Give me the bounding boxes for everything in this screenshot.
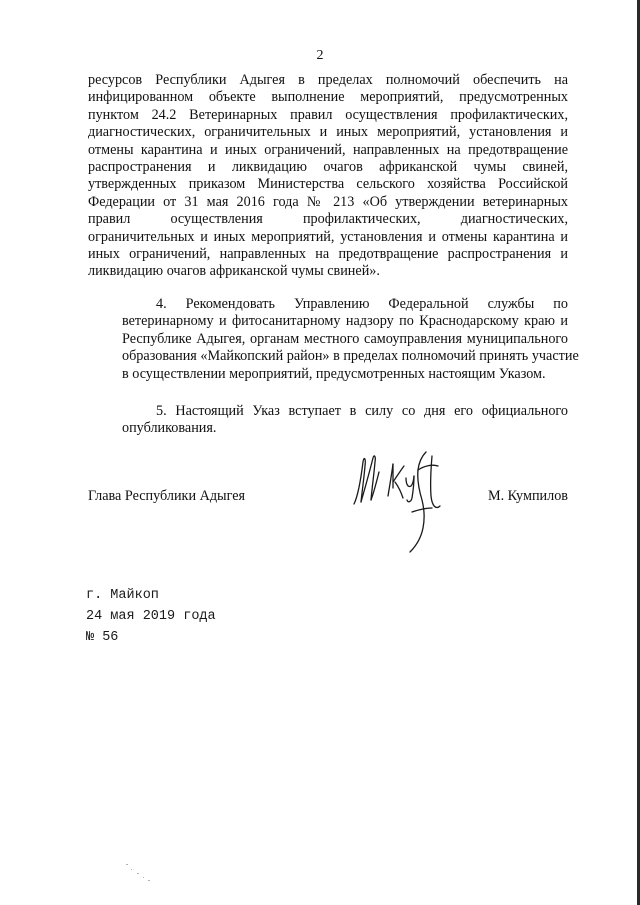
paragraph-line: ветеринарному и фитосанитарному надзору по Краснодарскому краю и (122, 313, 568, 330)
paragraph-line: 4. Рекомендовать Управлению Федеральной службы по (156, 296, 568, 312)
paragraph-line: ресурсов Республики Адыгея в пределах полномочий обеспечить на (88, 72, 568, 88)
scan-speck (148, 880, 150, 881)
document-number: № 56 (86, 630, 119, 645)
paragraph-line: инфицированном объекте выполнение мероприятий, предусмотренных (88, 89, 568, 106)
paragraph-line: Федерации от 31 мая 2016 года № 213 «Об утверждении ветеринарных (88, 193, 568, 210)
paragraph-5 (88, 403, 568, 438)
paragraph-line: распространения и ликвидацию очагов африканской чумы свиней, (88, 159, 568, 176)
paragraph-line: 5. Настоящий Указ вступает в силу со дня его официального (156, 403, 568, 419)
paragraph-continuation (88, 72, 568, 281)
signature-block (88, 488, 568, 508)
signatory-name: М. Кумпилов (487, 488, 568, 504)
issue-place: г. Майкоп (86, 588, 159, 603)
issue-details (86, 585, 216, 648)
paragraph-line: пунктом 24.2 Ветеринарных правил осуществления профилактических, (88, 106, 568, 123)
paragraph-line: правил осуществления профилактических, диагностических, (88, 211, 568, 228)
paragraph-line: Республике Адыгея, органам местного самоуправления муниципального (122, 330, 568, 347)
signatory-position: Глава Республики Адыгея (88, 488, 246, 504)
page-number: 2 (316, 48, 324, 63)
scan-speck (126, 864, 128, 865)
paragraph-line: диагностических, ограничительных и иных мероприятий, установления и (88, 124, 568, 141)
paragraph-line: опубликования. (122, 420, 217, 437)
scan-speck (143, 877, 144, 878)
paragraph-line: отмены карантина и иных ограничений, направленных на предотвращение (88, 141, 568, 158)
paragraph-4 (88, 296, 579, 383)
paragraph-line: ограничительных и иных мероприятий, установления и отмены карантина и (88, 228, 568, 245)
scan-speck (137, 873, 139, 874)
scan-speck (131, 869, 132, 870)
issue-date: 24 мая 2019 года (86, 609, 216, 624)
paragraph-line: образования «Майкопский район» в пределах полномочий принять участие (122, 348, 579, 365)
paragraph-line: в осуществлении мероприятий, предусмотренных настоящим Указом. (122, 365, 546, 382)
paragraph-line: ликвидацию очагов африканской чумы свиней». (88, 263, 380, 280)
paragraph-line: утвержденных приказом Министерства сельского хозяйства Российской (88, 176, 568, 193)
paragraph-line: иных ограничений, направленных на предотвращение распространения и (88, 246, 568, 263)
